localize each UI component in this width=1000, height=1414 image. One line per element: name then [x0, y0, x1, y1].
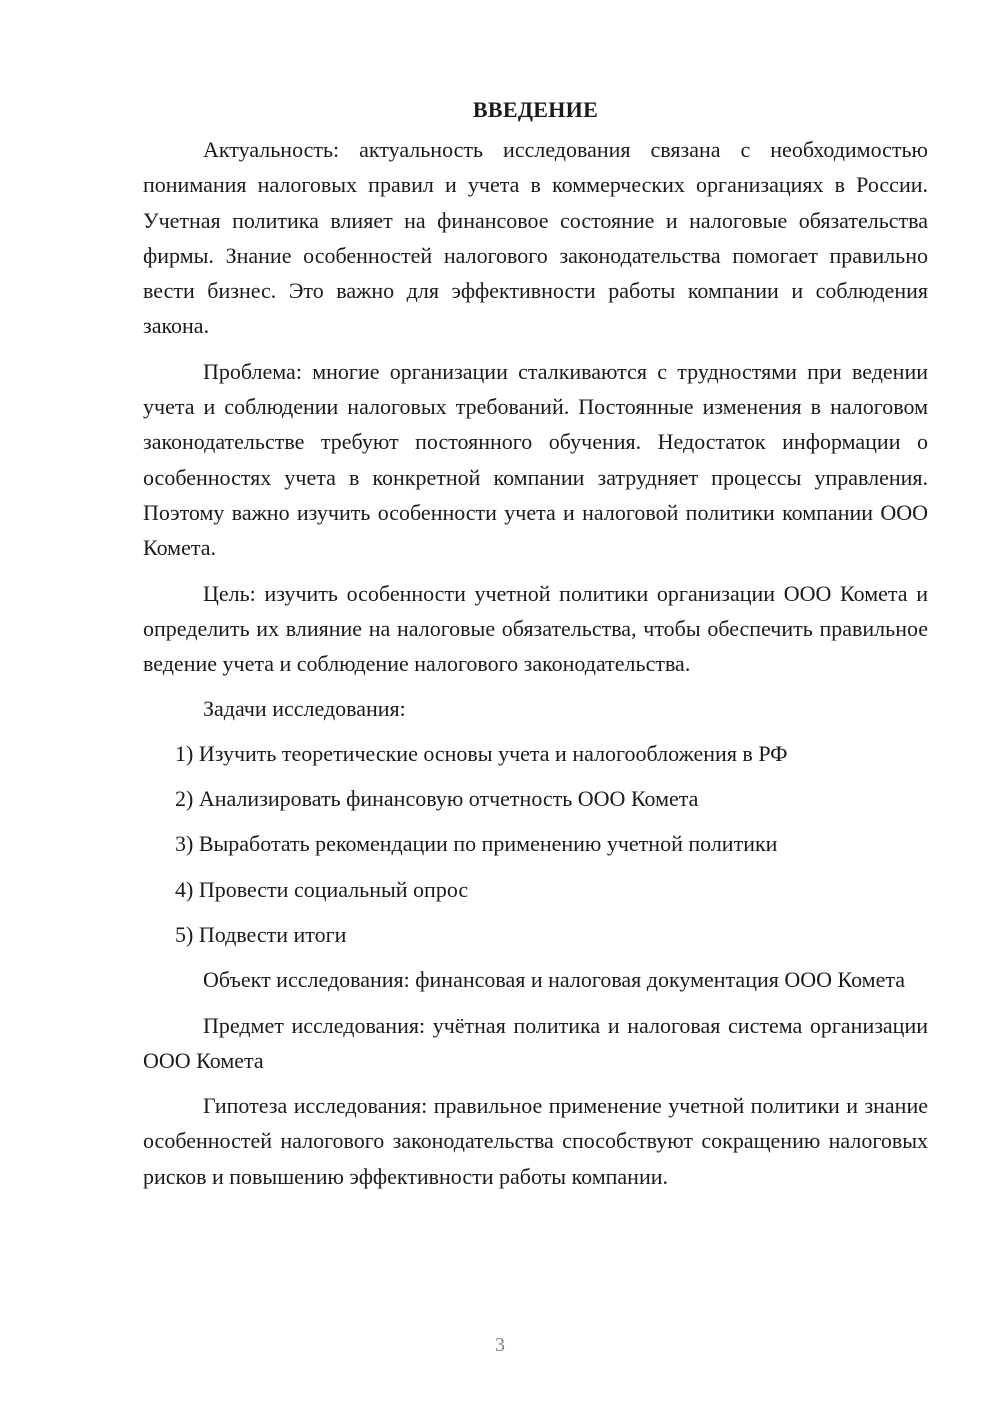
object-paragraph: Объект исследования: финансовая и налоговая документация ООО Комета	[203, 967, 906, 993]
subject-paragraph: Предмет исследования: учётная политика и налоговая система организации ООО Комета	[143, 1012, 928, 1073]
list-item: 4) Провести социальный опрос	[175, 876, 469, 902]
goal-paragraph: Цель: изучить особенности учетной политики организации ООО Комета и определить их влияние на налоговые обязательства, чтобы обеспечить правильное ведение учета и соблюдение налогового законодательства.	[143, 580, 928, 677]
relevance-paragraph: Актуальность: актуальность исследования связана с необходимостью понимания налоговых правил и учета в коммерческих организациях в России. Учетная политика влияет на финансовое состояние и налоговые обязательства фирмы. Знание особенностей налогового законодательства помогает правильно вести бизнес. Это важно для эффективности работы компании и соблюдения закона.	[143, 137, 928, 339]
hypothesis-paragraph: Гипотеза исследования: правильное применение учетной политики и знание особенностей налогового законодательства способствуют сокращению налоговых рисков и повышению эффективности работы компании.	[143, 1093, 928, 1189]
page-number: 3	[495, 1334, 505, 1356]
task-list	[143, 736, 928, 952]
tasks-heading: Задачи исследования:	[203, 696, 406, 722]
list-item: 2) Анализировать финансовую отчетность ООО Комета	[175, 786, 699, 812]
page-title: ВВЕДЕНИЕ	[472, 97, 599, 122]
list-item: 3) Выработать рекомендации по применению учетной политики	[175, 831, 778, 857]
list-item: 5) Подвести итоги	[175, 921, 347, 947]
document-page	[143, 92, 928, 1204]
problem-paragraph: Проблема: многие организации сталкиваются с трудностями при ведении учета и соблюдении налоговых требований. Постоянные изменения в налоговом законодательстве требуют постоянного обучения. Недостаток информации о особенностях учета в конкретной компании затрудняет процессы управления. Поэтому важно изучить особенности учета и налоговой политики компании ООО Комета.	[143, 358, 928, 561]
list-item: 1) Изучить теоретические основы учета и налогообложения в РФ	[175, 740, 788, 766]
